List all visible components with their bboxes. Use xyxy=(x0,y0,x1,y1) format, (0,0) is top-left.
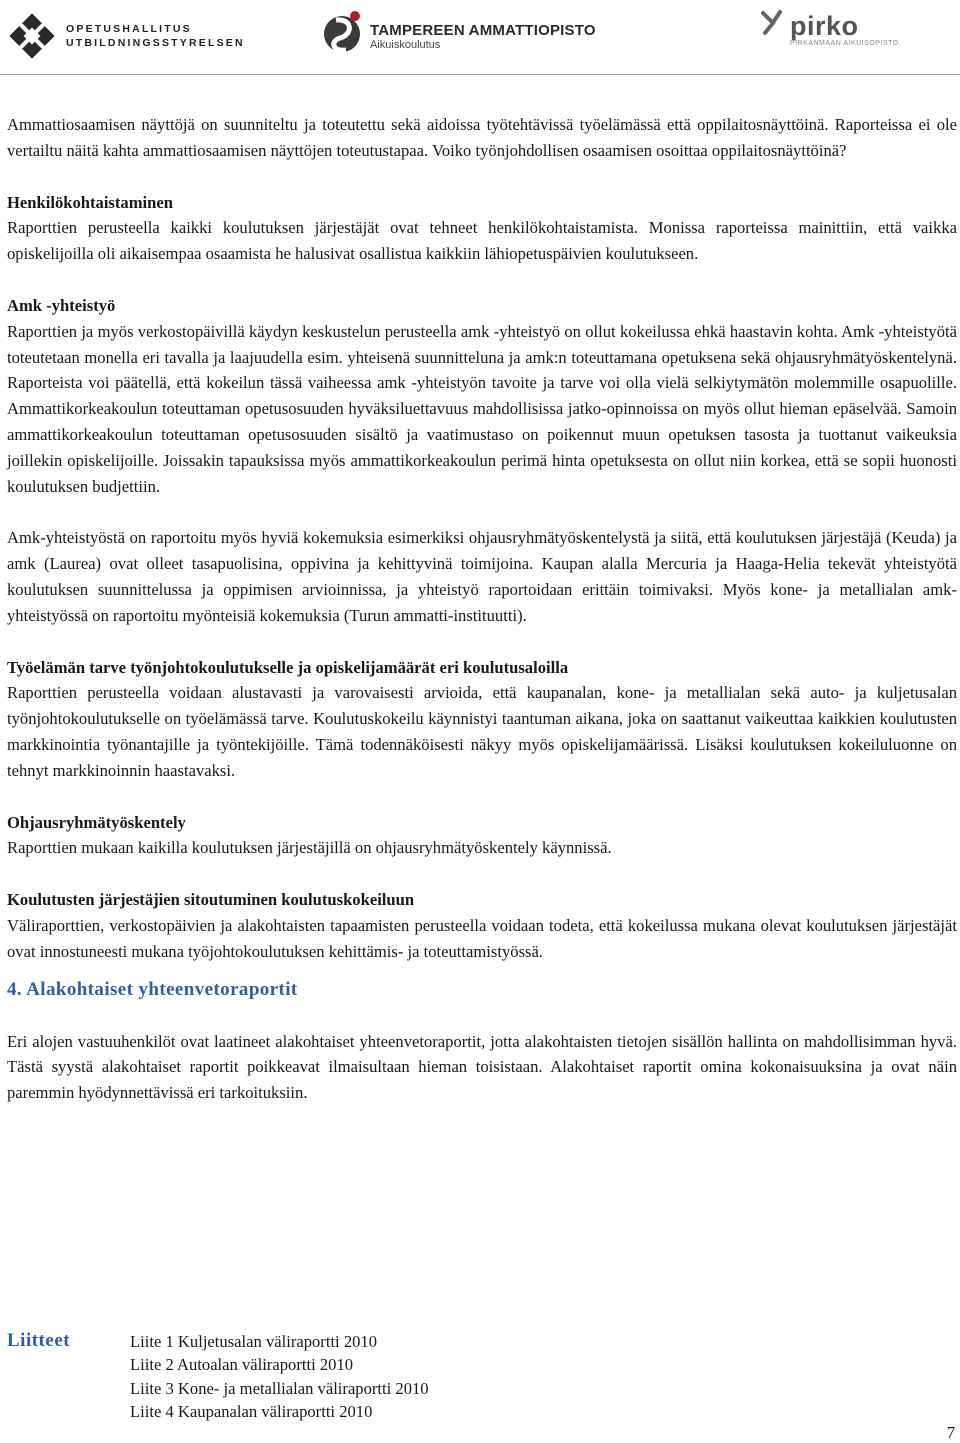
logo-middle-line-1: TAMPEREEN AMMATTIOPISTO xyxy=(370,21,596,39)
opetushallitus-emblem-icon xyxy=(6,10,58,62)
logo-middle-line-2: Aikuiskoulutus xyxy=(370,38,441,51)
logo-left-line-1: OPETUSHALLITUS xyxy=(66,23,192,35)
logo-right-subtitle: PIRKANMAAN AIKUISOPISTO xyxy=(790,40,899,47)
document-body xyxy=(7,112,957,1106)
tamk-logo xyxy=(322,8,596,56)
paragraph-amk-yhteistyo-1: Raporttien ja myös verkostopäivillä käydyn keskustelun perusteella amk -yhteistyö on ollut kokeilussa ehkä haastavin kohta. Amk -yhteistyötä toteutetaan monella eri tavalla ja laajuudella esim. yhteisenä suunnitteluna ja amk:n toteuttamana opetuksena sekä ohjausryhmätyöskentelynä. Raporteista voi päätellä, että kokeilun tässä vaiheessa amk -yhteistyön tavoite ja tarve voi olla vielä selkiytymätön molemmille osapuolille. Ammattikorkeakoulun toteuttaman opetusosuuden hyväksiluettavuus mahdollisissa jatko-opinnoissa on myös ollut hieman epäselvää. Samoin ammattikorkeakoulun toteuttaman opetusosuuden sisältö ja vaatimustaso on poikennut muun opetuksen tasosta ja tuottanut vaikeuksia joillekin opiskelijoille. Joissakin tapauksissa myös ammattikorkeakoulun perimä hinta opetuksesta on ollut niin korkea, että se sopii huonosti koulutuksen budjettiin. xyxy=(7,321,957,496)
annex-item: Liite 2 Autoalan väliraportti 2010 xyxy=(130,1355,354,1375)
annex-item: Liite 4 Kaupanalan väliraportti 2010 xyxy=(130,1402,373,1422)
logo-right-wordmark: pirko xyxy=(790,11,859,41)
annex-item: Liite 1 Kuljetusalan väliraportti 2010 xyxy=(130,1332,378,1351)
page-number: 7 xyxy=(946,1423,955,1442)
intro-paragraph: Ammattiosaamisen näyttöjä on suunniteltu ja toteutettu sekä aidoissa työtehtävissä työelämässä että oppilaitosnäyttöinä. Raporteissa ei ole vertailtu näitä kahta ammattiosaamisen näyttöjen toteutustapaa. Voiko työnjohdollisen osaamisen osoittaa oppilaitosnäyttöinä? xyxy=(7,115,957,160)
heading-tyoelaman-tarve: Työelämän tarve työnjohtokoulutukselle ja opiskelijamäärät eri koulutusaloilla xyxy=(7,657,569,677)
chapter-heading: 4. Alakohtaiset yhteenvetoraportit xyxy=(7,978,298,1000)
header-divider xyxy=(0,74,960,75)
logo-left-line-2: UTBILDNINGSSTYRELSEN xyxy=(66,37,245,49)
chapter-paragraph: Eri alojen vastuuhenkilöt ovat laatineet alakohtaiset yhteenvetoraportit, jotta alakohtaisten tietojen sisällön hallinta on mahdollisimman hyvä. Tästä syystä alakohtaiset raportit poikkeavat ilmaisultaan hieman toisistaan. Alakohtaiset raportit omina kokonaisuuksina ja ovat näin paremmin hyödynnettävissä eri tarkoituksiin. xyxy=(7,1031,957,1103)
opetushallitus-logo xyxy=(6,10,245,62)
paragraph-ohjausryhmatyoskentely: Raporttien mukaan kaikilla koulutuksen järjestäjillä on ohjausryhmätyöskentely käynnissä. xyxy=(7,838,612,858)
annex-item: Liite 3 Kone- ja metallialan väliraportti 2010 xyxy=(130,1378,429,1398)
paragraph-henkilokohtaistaminen: Raporttien perusteella kaikki koulutuksen järjestäjät ovat tehneet henkilökohtaistamista. Monissa raporteissa mainittiin, että vaikka opiskelijoilla oli aikaisempaa osaamista he halusivat osallistua kaikkiin lähiopetuspäivien koulutukseen. xyxy=(7,218,957,264)
heading-ohjausryhmatyoskentely: Ohjausryhmätyöskentely xyxy=(7,812,186,832)
tamk-emblem-icon xyxy=(322,8,366,56)
paragraph-tyoelaman-tarve: Raporttien perusteella voidaan alustavasti ja varovaisesti arvioida, että kaupanalan, kone- ja metallialan sekä auto- ja kuljetusalan työnjohtokoulutukselle on työelämässä tarve. Koulutuskokeilu käynnistyi taantuman aikana, joka on saattanut vaikeuttaa kaikkien koulutusten markkinointia työnantajille ja työntekijöille. Tämä todennäköisesti näkyy myös opiskelijamäärissä. Lisäksi koulutuksen kokeiluluonne on tehnyt markkinoinnin haastavaksi. xyxy=(7,683,957,780)
heading-amk-yhteistyo: Amk -yhteistyö xyxy=(7,295,116,315)
pirko-logo xyxy=(760,4,899,47)
paragraph-sitoutuminen: Väliraporttien, verkostopäivien ja alakohtaisten tapaamisten perusteella voidaan todeta, että kokeilussa mukana olevat koulutuksen järjestäjät ovat innostuneesti mukana työjohtokoulutuksen kehittämis- ja toteuttamistyössä. xyxy=(7,915,957,961)
heading-henkilokohtaistaminen: Henkilökohtaistaminen xyxy=(7,192,173,212)
page-header xyxy=(0,0,960,76)
annex-list xyxy=(130,1330,429,1424)
pirko-swoosh-icon xyxy=(760,9,788,43)
annex-title: Liitteet xyxy=(7,1330,71,1351)
paragraph-amk-yhteistyo-2: Amk-yhteistyöstä on raportoitu myös hyviä kokemuksia esimerkiksi ohjausryhmätyöskentelystä ja siitä, että koulutuksen järjestäjä (Keuda) ja amk (Laurea) ovat olleet tasapuolisina, oppivina ja kehittyvinä toimijoina. Kaupan alalla Mercuria ja Haaga-Helia tekevät yhteistyötä koulutuksen suunnittelussa ja oppimisen arvioinnissa, ja yhteistyö raportoidaan erittäin toimivaksi. Myös kone- ja metallialan amk-yhteistyössä on raportoitu myönteisiä kokemuksia (Turun ammatti-instituutti). xyxy=(7,528,957,625)
heading-sitoutuminen: Koulutusten järjestäjien sitoutuminen koulutuskokeiluun xyxy=(7,890,415,910)
